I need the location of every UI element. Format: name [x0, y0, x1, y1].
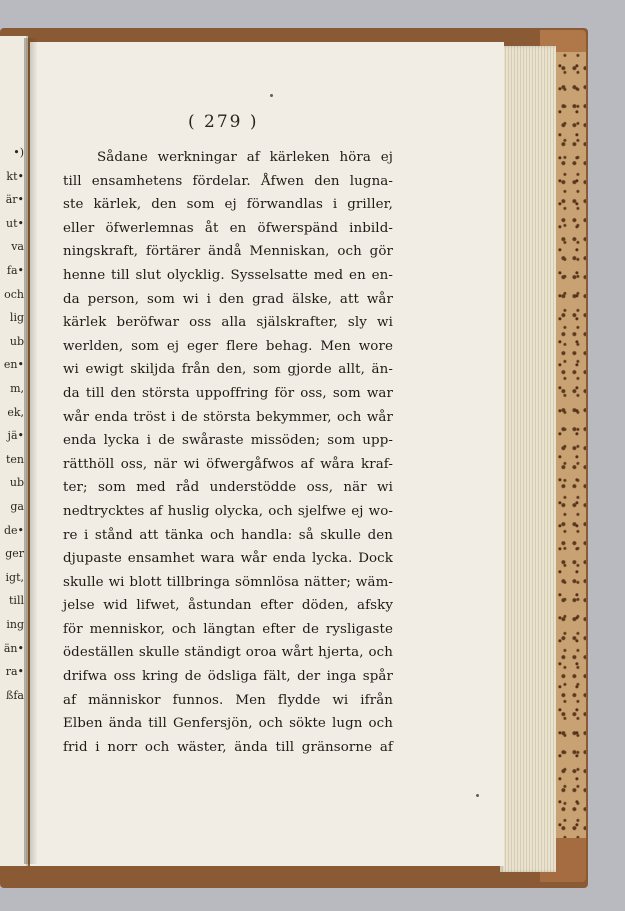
text-line: ödeställen skulle ständigt oroa wårt hjerta, och	[63, 645, 393, 661]
previous-page-text-fragment: till	[9, 594, 24, 608]
text-line: nedtrycktes af huslig olycka, och sjelfwe ej wo-	[63, 503, 393, 519]
text-line: ter; som med råd understödde oss, när wi	[63, 480, 393, 496]
previous-page-text-fragment: igt,	[5, 570, 24, 584]
text-line: drifwa oss kring de ödsliga fält, der inga spår	[63, 669, 393, 685]
previous-page-text-fragment: och	[4, 287, 24, 301]
previous-page-text-fragment: lig	[9, 311, 24, 325]
previous-page-text-fragment: ger	[5, 547, 24, 561]
previous-page-text-fragment: •)	[13, 146, 24, 159]
text-line: eller öfwerlemnas åt en öfwerspänd inbild-	[63, 220, 393, 236]
text-line: djupaste ensamhet wara wår enda lycka. Dock	[63, 551, 393, 567]
paper-speck	[270, 94, 273, 97]
previous-page-text-fragment: ub	[9, 476, 24, 490]
previous-page-text-fragment: är•	[5, 193, 24, 207]
text-line: frid i norr och wäster, ända till gränsorne af	[63, 739, 393, 755]
text-line: ste kärlek, den som ej förwandlas i griller,	[63, 197, 393, 213]
previous-page-text-fragment: ub	[9, 334, 24, 348]
previous-page-text-fragment: fa•	[6, 264, 24, 277]
previous-page-text-fragment: ßfa	[6, 688, 24, 702]
text-line: Sådane werkningar af kärleken höra ej	[97, 150, 393, 165]
previous-page-text-fragment: ga	[10, 500, 24, 513]
text-line: till ensamhetens fördelar. Åfwen den lugna-	[63, 173, 393, 189]
text-line: wi ewigt skiljda från den, som gjorde allt, än-	[63, 362, 393, 378]
text-line: da till den största uppoffring för oss, som war	[63, 385, 393, 401]
previous-page-text-fragment: ut•	[6, 216, 24, 230]
previous-page-text-fragment: ten	[5, 452, 24, 466]
previous-page-text-fragment: m,	[10, 382, 24, 395]
previous-page-text-fragment: ra•	[5, 665, 24, 679]
text-line: Elben ända till Genfersjön, och sökte lugn och	[63, 716, 393, 732]
text-line: kärlek beröfwar oss alla själskrafter, sly wi	[63, 315, 393, 331]
text-line: ningskraft, förtärer ändå Menniskan, och gör	[63, 244, 393, 260]
text-line: rätthöll oss, när wi öfwergåfwos af wåra kraf-	[63, 456, 393, 472]
page-text-block	[63, 146, 393, 759]
text-line: skulle wi blott tillbringa sömnlösa nätter; wäm-	[63, 574, 393, 590]
text-line: enda lycka i de swåraste missöden; som upp-	[63, 433, 393, 449]
previous-page-text-fragment: kt•	[6, 169, 24, 183]
gutter-shadow	[24, 38, 38, 864]
text-line: da person, som wi i den grad älske, att wår	[63, 291, 393, 307]
text-line: re i stånd att tänka och handla: så skulle den	[63, 527, 393, 543]
text-line: af människor funnos. Men flydde wi ifrån	[63, 692, 393, 708]
text-line: för menniskor, och längtan efter de rysligaste	[63, 621, 393, 637]
previous-page-text-fragment: jä•	[7, 429, 24, 443]
text-line: jelse wid lifwet, åstundan efter döden, afsky	[63, 598, 393, 614]
previous-page-text-fragment: ing	[6, 618, 24, 631]
text-line: henne till slut olycklig. Sysselsatte med en en-	[63, 267, 393, 283]
page-number: ( 279 )	[188, 112, 259, 132]
text-line: werlden, som ej eger flere behag. Men wore	[63, 338, 393, 354]
page-block-edges	[500, 46, 556, 872]
previous-page-text-fragment: ek,	[7, 405, 24, 419]
previous-page-text-fragment: va	[11, 240, 24, 254]
previous-page-text-fragment: än•	[3, 641, 24, 655]
text-line: wår enda tröst i de största bekymmer, och wår	[63, 409, 393, 425]
previous-page-text-fragment: de•	[3, 523, 24, 537]
paper-speck	[476, 794, 479, 797]
previous-page-text-fragment: en•	[3, 358, 24, 372]
